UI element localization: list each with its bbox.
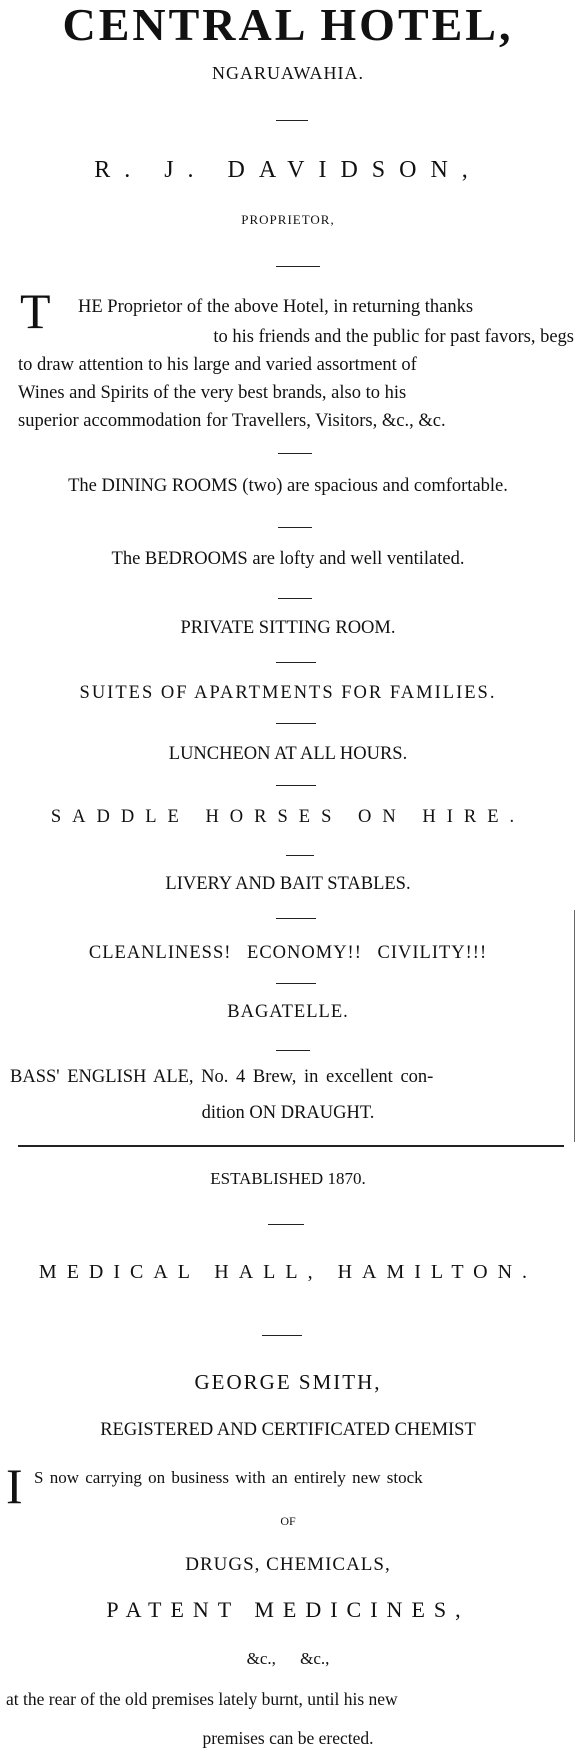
owner-name: GEORGE SMITH,	[194, 1370, 382, 1394]
divider	[276, 266, 320, 267]
divider	[276, 983, 316, 984]
intro-line-4: Wines and Spirits of the very best brands, also to his	[18, 383, 407, 403]
column-edge	[574, 910, 575, 1142]
rear-line-1: at the rear of the old premises lately burnt, until his new	[6, 1689, 398, 1709]
of-line: OF	[280, 1514, 296, 1528]
divider	[276, 785, 316, 786]
divider	[262, 1335, 302, 1336]
bagatelle: BAGATELLE.	[227, 1002, 349, 1022]
etc-line: &c., &c.,	[246, 1649, 330, 1668]
proprietor-title: PROPRIETOR,	[241, 212, 335, 227]
divider	[278, 598, 312, 599]
ale-line-2: dition ON DRAUGHT.	[201, 1103, 375, 1123]
divider	[276, 723, 316, 724]
divider	[276, 918, 316, 919]
divider	[278, 453, 312, 454]
qualification: REGISTERED AND CERTIFICATED CHEMIST	[100, 1420, 476, 1440]
proprietor-name: R. J. DAVIDSON,	[94, 157, 482, 183]
bedrooms: The BEDROOMS are lofty and well ventilated.	[111, 549, 465, 569]
private-sitting-room: PRIVATE SITTING ROOM.	[180, 618, 396, 638]
divider	[268, 1224, 304, 1225]
luncheon: LUNCHEON AT ALL HOURS.	[168, 744, 408, 764]
intro-text: HE Proprietor of the above Hotel, in returning thanks	[78, 297, 474, 317]
intro-line-5: superior accommodation for Travellers, Visitors, &c., &c.	[18, 411, 446, 431]
divider	[286, 855, 314, 856]
dining-rooms: The DINING ROOMS (two) are spacious and comfortable.	[68, 476, 508, 496]
drugs-chemicals: DRUGS, CHEMICALS,	[185, 1554, 391, 1575]
hotel-location: NGARUAWAHIA.	[211, 63, 365, 83]
suites-of-apartments: SUITES OF APARTMENTS FOR FAMILIES.	[79, 683, 497, 703]
livery-stables: LIVERY AND BAIT STABLES.	[165, 874, 411, 894]
hotel-name: CENTRAL HOTEL,	[62, 0, 514, 50]
established: ESTABLISHED 1870.	[210, 1169, 366, 1188]
divider	[278, 527, 312, 528]
medical-hall-title: MEDICAL HALL, HAMILTON.	[38, 1261, 538, 1283]
intro-line-3: to draw attention to his large and varied assortment of	[18, 355, 417, 375]
rear-line-2: premises can be erected.	[202, 1728, 374, 1748]
drop-cap-i: I	[6, 1458, 23, 1514]
motto: CLEANLINESS! ECONOMY!! CIVILITY!!!	[88, 943, 488, 963]
section-rule	[18, 1145, 564, 1147]
divider	[276, 120, 308, 121]
ale-line-1: BASS' ENGLISH ALE, No. 4 Brew, in excellent con-	[10, 1067, 434, 1087]
divider	[276, 1050, 310, 1051]
intro-line-2: to his friends and the public for past favors, begs	[213, 327, 574, 347]
drop-cap-t: T	[20, 283, 51, 339]
divider	[276, 662, 316, 663]
saddle-horses: SADDLE HORSES ON HIRE.	[50, 807, 526, 827]
intro-line-1	[78, 298, 574, 317]
medical-intro-line: S now carrying on business with an entirely new stock	[34, 1468, 423, 1487]
patent-medicines: PATENT MEDICINES,	[106, 1597, 470, 1622]
